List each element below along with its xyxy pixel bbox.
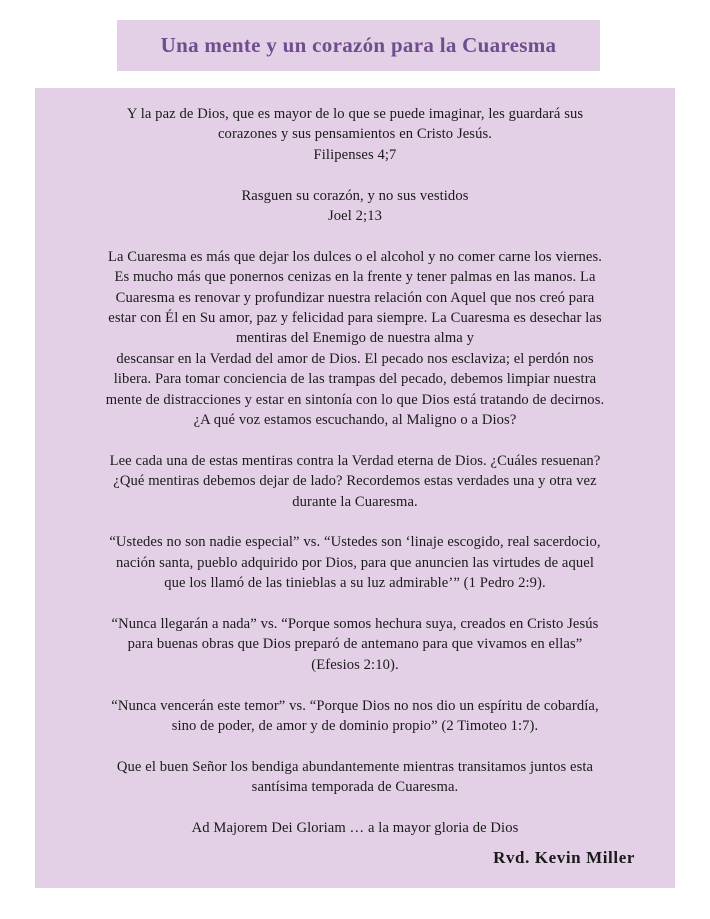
signature: Rvd. Kevin Miller <box>493 848 635 867</box>
lie-truth-pair-3: “Nunca vencerán este temor” vs. “Porque Dios no nos dio un espíritu de cobardía, sino de poder, de amor y de dominio propio” (2 Timoteo 1:7). <box>111 697 599 735</box>
lie-truth-pair-2: “Nunca llegarán a nada” vs. “Porque somos hechura suya, creados en Cristo Jesús para buenas obras que Dios preparó de antemano para que vivamos en ellas” (Efesios 2:10). <box>111 616 599 673</box>
scripture-quote-philippians: Y la paz de Dios, que es mayor de lo que se puede imaginar, les guardará sus corazones y sus pensamientos en Cristo Jesús. Filipenses 4;7 <box>126 106 584 163</box>
lie-truth-pair-1: “Ustedes no son nadie especial” vs. “Ustedes son ‘linaje escogido, real sacerdocio, nación santa, pueblo adquirido por Dios, para que anuncien las virtudes de aquel que los llamó de las tinieblas a su luz admirable’” (1 Pedro 2:9). <box>109 534 601 592</box>
scripture-quote-joel: Rasguen su corazón, y no sus vestidos Joel 2;13 <box>241 187 469 225</box>
lies-intro-paragraph: Lee cada una de estas mentiras contra la Verdad eterna de Dios. ¿Cuáles resuenan? ¿Qué mentiras debemos dejar de lado? Recordemos estas verdades una y otra vez durante la Cuaresma. <box>109 452 601 510</box>
lent-reflection-paragraph: La Cuaresma es más que dejar los dulces o el alcohol y no comer carne los viernes. Es mucho más que ponernos cenizas en la frente y tener palmas en las manos. La Cuaresma es renovar y profundizar nuestra relación con Aquel que nos creó para estar con Él en Su amor, paz y felicidad para siempre. La Cuaresma es desechar las mentiras del Enemigo de nuestra alma y descansar en la Verdad del amor de Dios. El pecado nos esclaviza; el perdón nos libera. Para tomar conciencia de las trampas del pecado, debemos limpiar nuestra mente de distracciones y estar en sintonía con lo que Dios está tratando de decirnos. ¿A qué voz estamos escuchando, al Maligno o a Dios? <box>105 248 605 429</box>
closing-motto: Ad Majorem Dei Gloriam … a la mayor gloria de Dios <box>191 820 519 837</box>
blessing-paragraph: Que el buen Señor los bendiga abundantemente mientras transitamos juntos esta santísima temporada de Cuaresma. <box>116 758 594 796</box>
letter-body <box>35 88 675 888</box>
title-banner <box>117 20 600 71</box>
page-title: Una mente y un corazón para la Cuaresma <box>160 33 557 57</box>
